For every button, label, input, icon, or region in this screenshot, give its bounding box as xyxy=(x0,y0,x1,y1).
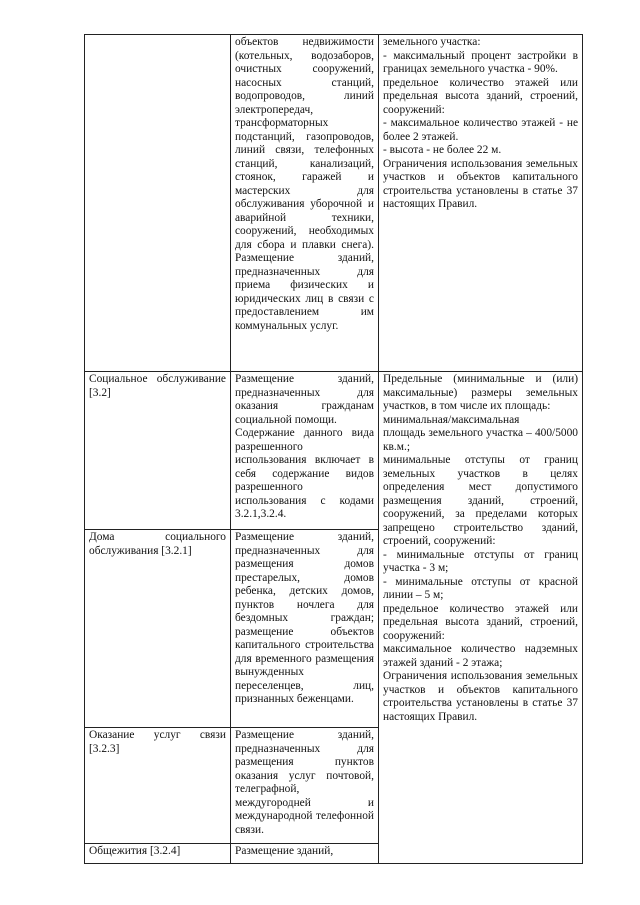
use-description-cell: Размещение зданий, предназначенных для размещения пунктов оказания услуг почтовой, телеграфной, междугородней и международной телефонной связи. xyxy=(231,728,379,844)
param-line: - максимальный процент застройки в границах земельного участка - 90%. xyxy=(383,49,578,75)
param-line: - минимальные отступы от границ участка - 3 м; xyxy=(383,548,578,574)
zoning-table xyxy=(84,34,583,864)
use-description-cell xyxy=(231,372,379,530)
param-line: максимальное количество надземных этажей зданий - 2 этажа; xyxy=(383,643,578,669)
param-line: минимальные отступы от границ земельных участков в целях определения мест допустимого размещения зданий, строений, сооружений, за пределами которых запрещено строительство зданий, строений, сооружений: xyxy=(383,454,578,547)
use-name-cell xyxy=(85,35,231,372)
parameters-cell xyxy=(379,35,583,372)
param-line: предельное количество этажей или предельная высота зданий, строений, сооружений: xyxy=(383,76,578,116)
param-line: предельное количество этажей или предельная высота зданий, строений, сооружений: xyxy=(383,602,578,642)
param-line: - максимальное количество этажей - не более 2 этажей. xyxy=(383,117,578,143)
param-line: Предельные (минимальные и (или) максимальные) размеры земельных участков, в том числе их площадь: xyxy=(383,373,578,412)
description-paragraph: Содержание данного вида разрешенного использования включает в себя содержание видов разрешенного использования с кодами 3.2.1,3.2.4. xyxy=(235,427,374,520)
param-line: Ограничения использования земельных участков и объектов капитального строительства установлены в статье 37 настоящих Правил. xyxy=(383,670,578,723)
use-name-cell: Социальное обслуживание [3.2] xyxy=(85,372,231,530)
param-line: минимальная/максимальная xyxy=(383,413,520,426)
param-line: площадь земельного участка – 400/5000 кв.м.; xyxy=(383,427,578,453)
use-description-cell: Размещение зданий, xyxy=(231,844,379,864)
use-name-cell: Оказание услуг связи [3.2.3] xyxy=(85,728,231,844)
table-row xyxy=(85,35,583,372)
param-line: земельного участка: xyxy=(383,36,481,48)
parameters-cell xyxy=(379,372,583,864)
table-row xyxy=(85,372,583,530)
use-description-cell: объектов недвижимости (котельных, водозаборов, очистных сооружений, насосных станций, водопроводов, линий электропередач, трансформаторных подстанций, газопроводов, линий связи, телефонных станций, канализаций, стоянок, гаражей и мастерских для обслуживания уборочной и аварийной техники, сооружений, необходимых для сбора и плавки снега). Размещение зданий, предназначенных для приема физических и юридических лиц в связи с предоставлением им коммунальных услуг. xyxy=(231,35,379,372)
use-name-cell: Общежития [3.2.4] xyxy=(85,844,231,864)
param-line: Ограничения использования земельных участков и объектов капитального строительства установлены в статье 37 настоящих Правил. xyxy=(383,157,578,210)
param-line: - высота - не более 22 м. xyxy=(383,144,502,156)
param-line: - минимальные отступы от красной линии – 5 м; xyxy=(383,575,578,601)
description-paragraph: Размещение зданий, предназначенных для оказания гражданам социальной помощи. xyxy=(235,373,374,426)
use-description-cell: Размещение зданий, предназначенных для размещения домов престарелых, домов ребенка, детских домов, пунктов ночлега для бездомных граждан; размещение объектов капитального строительства для временного размещения вынужденных переселенцев, лиц, признанных беженцами. xyxy=(231,530,379,728)
use-name-cell: Дома социального обслуживания [3.2.1] xyxy=(85,530,231,728)
